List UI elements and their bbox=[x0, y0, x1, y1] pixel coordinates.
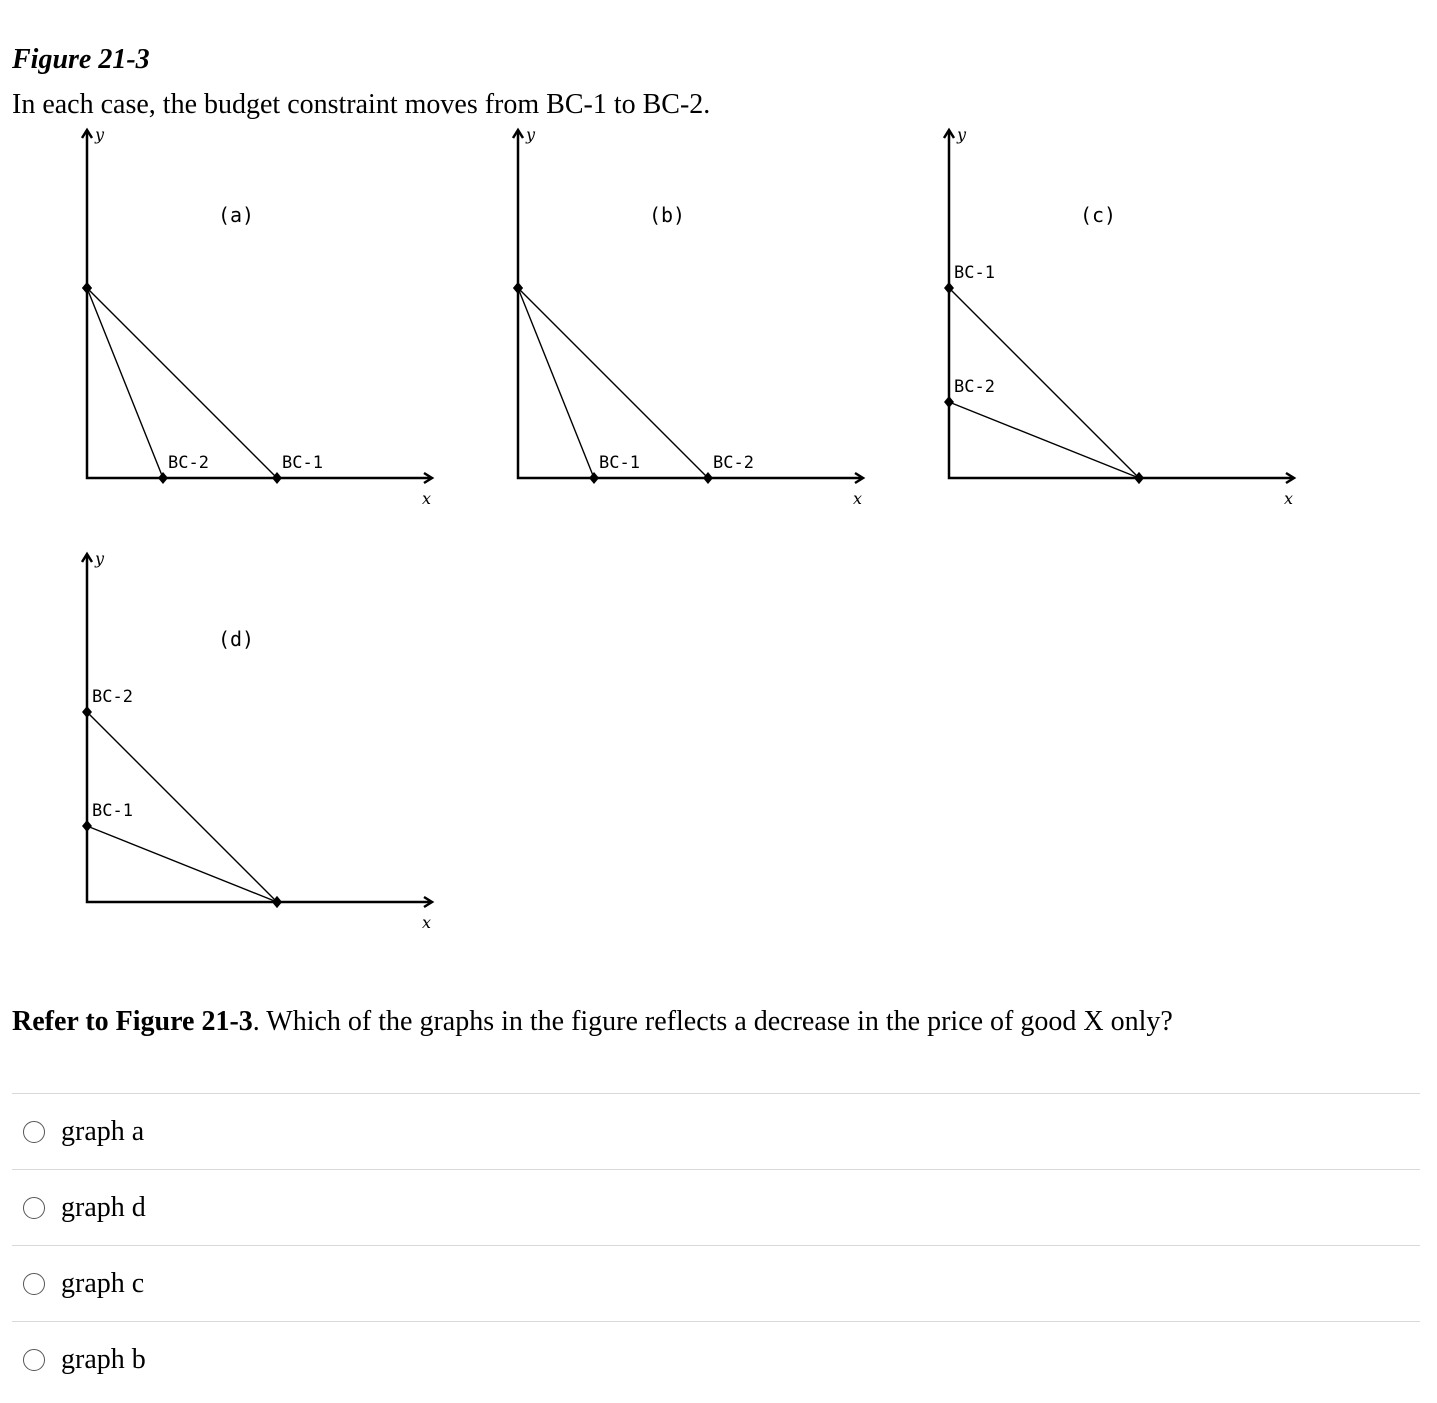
graph-c-panel-label: (c) bbox=[1079, 203, 1117, 227]
graph-a-bc1-label: BC-1 bbox=[282, 453, 323, 473]
question-reference: Refer to Figure 21-3 bbox=[12, 1006, 253, 1037]
graph-d-bc1-line bbox=[87, 826, 277, 902]
graph-b-bc2-label: BC-2 bbox=[713, 453, 754, 473]
question-text bbox=[12, 1004, 1412, 1040]
option-label: graph c bbox=[61, 1267, 145, 1299]
graph-d-bc2-label: BC-2 bbox=[92, 687, 133, 707]
option-graph-a[interactable] bbox=[12, 1093, 1420, 1169]
graph-d-bc1-label: BC-1 bbox=[92, 801, 133, 821]
graph-c-x-axis-label: x bbox=[1284, 489, 1294, 508]
graph-c-y-axis-label: y bbox=[957, 125, 967, 144]
graph-b-bc1-x-intercept bbox=[589, 472, 599, 484]
graph-a-panel-label: (a) bbox=[217, 203, 255, 227]
graph-b-bc1-line bbox=[518, 288, 594, 478]
option-graph-c[interactable] bbox=[12, 1245, 1420, 1321]
graph-d-panel-label: (d) bbox=[217, 627, 255, 651]
option-label: graph b bbox=[61, 1343, 146, 1375]
radio-button-icon[interactable] bbox=[23, 1349, 45, 1371]
graph-a-y-axis-label: y bbox=[95, 125, 105, 144]
radio-button-icon[interactable] bbox=[23, 1273, 45, 1295]
graph-b-x-axis-label: x bbox=[853, 489, 863, 508]
graph-c-bc2-label: BC-2 bbox=[954, 377, 995, 397]
graph-b-bc2-line bbox=[518, 288, 708, 478]
graph-a-bc2-x-intercept bbox=[158, 472, 168, 484]
graph-a-bc2-label: BC-2 bbox=[168, 453, 209, 473]
graph-b-bc1-label: BC-1 bbox=[599, 453, 640, 473]
figure-caption: In each case, the budget constraint moves from BC-1 to BC-2. bbox=[12, 89, 711, 120]
graph-a-bc1-line bbox=[87, 288, 277, 478]
graph-d-bc1-y-intercept bbox=[82, 820, 92, 832]
graph-a-axes bbox=[87, 130, 432, 478]
graph-b-axes bbox=[518, 130, 863, 478]
graph-c-bc1-label: BC-1 bbox=[954, 263, 995, 283]
graph-d-axes bbox=[87, 554, 432, 902]
option-label: graph a bbox=[61, 1115, 145, 1147]
graph-c-bc2-y-intercept bbox=[944, 396, 954, 408]
graph-a-x-axis-label: x bbox=[422, 489, 432, 508]
option-label: graph d bbox=[61, 1191, 146, 1223]
graph-b-panel-label: (b) bbox=[648, 203, 686, 227]
graph-d-y-axis-label: y bbox=[95, 549, 105, 568]
radio-button-icon[interactable] bbox=[23, 1197, 45, 1219]
question-body: . Which of the graphs in the figure reflects a decrease in the price of good X only? bbox=[252, 1006, 1173, 1037]
option-graph-b[interactable] bbox=[12, 1321, 1420, 1397]
answer-options bbox=[12, 1093, 1420, 1397]
graph-d-x-axis-label: x bbox=[422, 913, 432, 932]
radio-button-icon[interactable] bbox=[23, 1121, 45, 1143]
option-graph-d[interactable] bbox=[12, 1169, 1420, 1245]
graph-b-y-axis-label: y bbox=[526, 125, 536, 144]
graph-c-axes bbox=[949, 130, 1294, 478]
figure-title: Figure 21-3 bbox=[12, 44, 150, 75]
graph-c-bc2-line bbox=[949, 402, 1139, 478]
graph-a-bc2-line bbox=[87, 288, 163, 478]
